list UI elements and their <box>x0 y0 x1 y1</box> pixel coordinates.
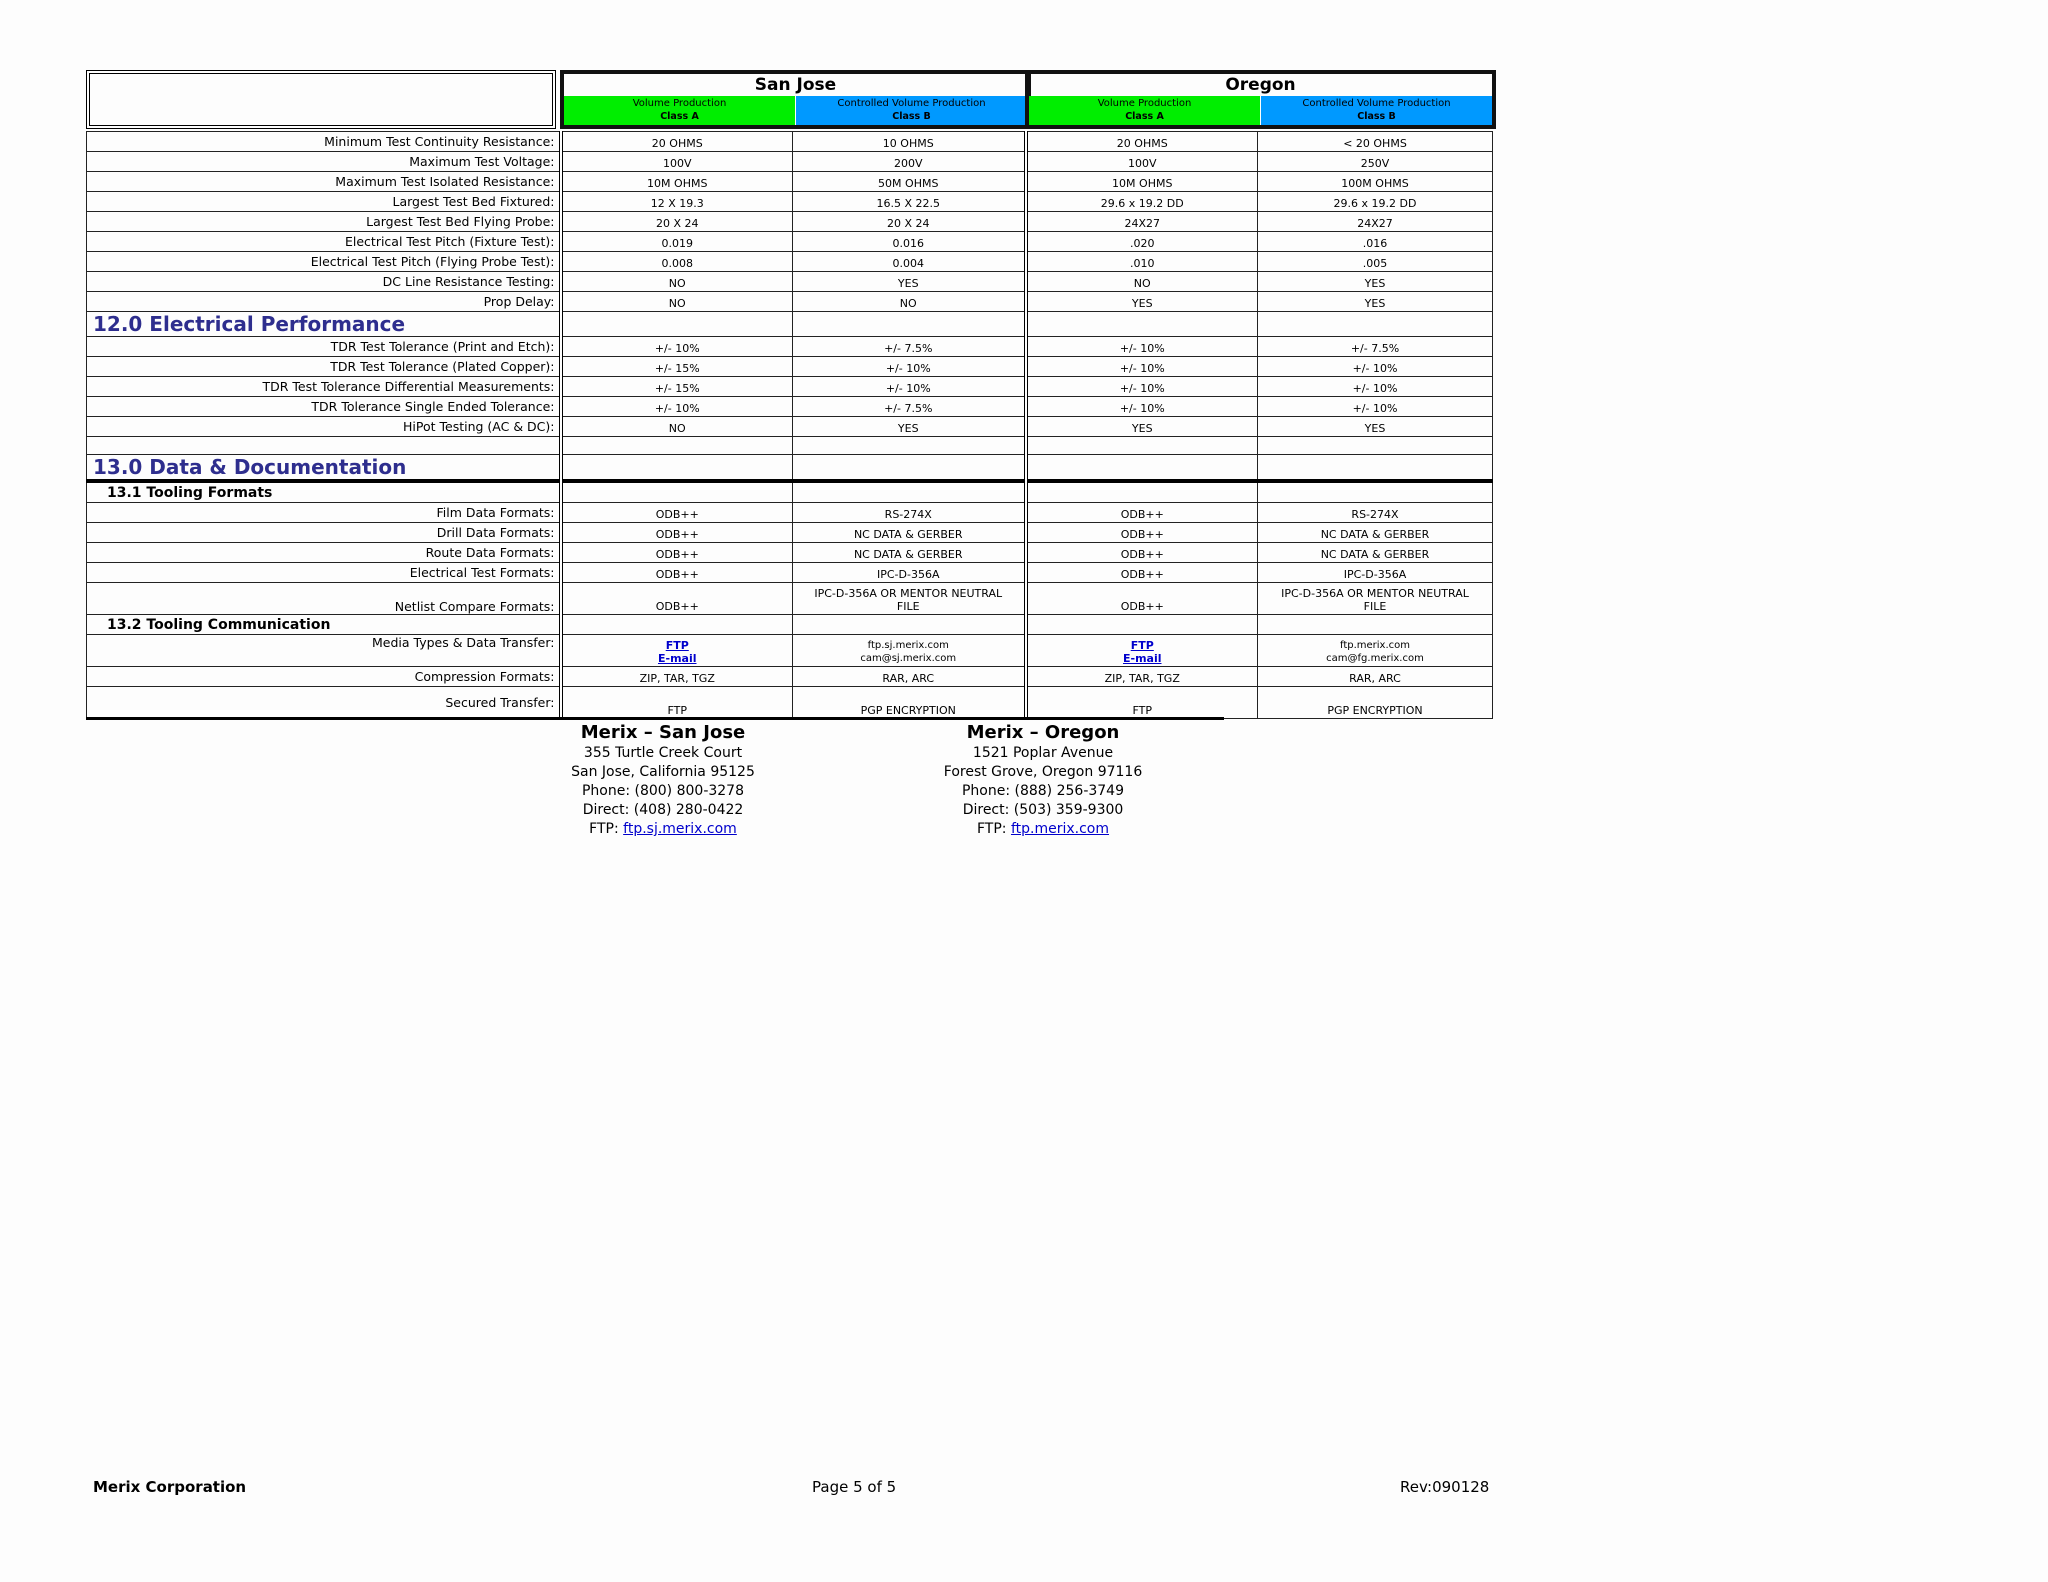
value-cell: 0.019 <box>561 232 793 252</box>
footer-rev: Rev:090128 <box>1400 1478 1490 1496</box>
row-label: Prop Delay: <box>87 292 561 312</box>
value-cell: +/- 7.5% <box>1258 337 1493 357</box>
value-cell: ftp.merix.com cam@fg.merix.com <box>1258 635 1493 667</box>
value-cell: +/- 7.5% <box>793 337 1026 357</box>
class-b-header: Controlled Volume Production Class B <box>1261 96 1492 125</box>
value-cell: +/- 10% <box>793 377 1026 397</box>
table-row <box>87 132 1493 152</box>
value-cell: YES <box>1026 292 1258 312</box>
table-row <box>87 563 1493 583</box>
table-row <box>87 212 1493 232</box>
value-cell: IPC-D-356A OR MENTOR NEUTRAL FILE <box>793 583 1026 615</box>
value-cell: .005 <box>1258 252 1493 272</box>
value-cell: 10M OHMS <box>561 172 793 192</box>
value-cell: NO <box>793 292 1026 312</box>
value-cell: 100V <box>1026 152 1258 172</box>
value-cell: YES <box>793 417 1026 437</box>
value-cell: ODB++ <box>561 543 793 563</box>
value-cell: RAR, ARC <box>793 667 1026 687</box>
table-row <box>87 667 1493 687</box>
value-cell: +/- 10% <box>793 357 1026 377</box>
value-cell: NO <box>561 417 793 437</box>
row-label: Route Data Formats: <box>87 543 561 563</box>
ftp-link[interactable]: FTP <box>665 639 689 652</box>
email-link[interactable]: E-mail <box>1122 652 1162 665</box>
value-cell: RS-274X <box>1258 503 1493 523</box>
value-cell: 20 X 24 <box>561 212 793 232</box>
table-row <box>87 337 1493 357</box>
value-cell <box>561 635 793 667</box>
value-cell: 16.5 X 22.5 <box>793 192 1026 212</box>
value-cell: 0.008 <box>561 252 793 272</box>
value-cell: .016 <box>1258 232 1493 252</box>
value-cell: NO <box>1026 272 1258 292</box>
value-cell: 20 OHMS <box>561 132 793 152</box>
value-cell: +/- 15% <box>561 357 793 377</box>
value-cell: 200V <box>793 152 1026 172</box>
footer-page: Page 5 of 5 <box>812 1478 897 1496</box>
row-label: Electrical Test Pitch (Flying Probe Test): <box>87 252 561 272</box>
value-cell: ODB++ <box>1026 583 1258 615</box>
email-link[interactable]: E-mail <box>657 652 697 665</box>
table-row <box>87 292 1493 312</box>
value-cell: PGP ENCRYPTION <box>793 687 1026 719</box>
table-row <box>87 172 1493 192</box>
site-name: San Jose <box>754 75 837 95</box>
value-cell: 24X27 <box>1026 212 1258 232</box>
value-cell: PGP ENCRYPTION <box>1258 687 1493 719</box>
table-row: Netlist Compare Formats: ODB++ IPC-D-356A OR MENTOR NEUTRAL FILE ODB++ IPC-D-356A OR MENTOR NEUTRAL FILE <box>87 583 1493 615</box>
value-cell: IPC-D-356A <box>793 563 1026 583</box>
value-cell: 10 OHMS <box>793 132 1026 152</box>
value-cell: RS-274X <box>793 503 1026 523</box>
value-cell: YES <box>1026 417 1258 437</box>
table-row <box>87 272 1493 292</box>
row-label: Largest Test Bed Fixtured: <box>87 192 561 212</box>
value-cell: NC DATA & GERBER <box>793 543 1026 563</box>
value-cell: NC DATA & GERBER <box>1258 523 1493 543</box>
value-cell: 10M OHMS <box>1026 172 1258 192</box>
value-cell: 12 X 19.3 <box>561 192 793 212</box>
value-cell: ODB++ <box>1026 523 1258 543</box>
site-name: Oregon <box>1225 75 1296 95</box>
value-cell: 29.6 x 19.2 DD <box>1258 192 1493 212</box>
row-label: Film Data Formats: <box>87 503 561 523</box>
table-row <box>87 152 1493 172</box>
row-label: TDR Test Tolerance (Print and Etch): <box>87 337 561 357</box>
value-cell: +/- 10% <box>1026 357 1258 377</box>
table-row <box>87 523 1493 543</box>
table-row <box>87 232 1493 252</box>
value-cell: +/- 7.5% <box>793 397 1026 417</box>
value-cell: ftp.sj.merix.com cam@sj.merix.com <box>793 635 1026 667</box>
table-row <box>87 397 1493 417</box>
class-a-header: Volume Production Class A <box>564 96 795 125</box>
footer-company: Merix Corporation <box>93 1478 247 1496</box>
value-cell: ZIP, TAR, TGZ <box>561 667 793 687</box>
row-label: Electrical Test Pitch (Fixture Test): <box>87 232 561 252</box>
capabilities-table <box>86 131 1493 719</box>
row-label: TDR Tolerance Single Ended Tolerance: <box>87 397 561 417</box>
table-row <box>87 417 1493 437</box>
site-oregon <box>1025 70 1496 129</box>
value-cell: RAR, ARC <box>1258 667 1493 687</box>
value-cell: 100V <box>561 152 793 172</box>
ftp-link[interactable]: FTP <box>1130 639 1154 652</box>
value-cell: +/- 10% <box>1258 357 1493 377</box>
row-label: Secured Transfer: <box>87 687 561 719</box>
value-cell: YES <box>1258 272 1493 292</box>
row-label: Maximum Test Isolated Resistance: <box>87 172 561 192</box>
value-cell: .020 <box>1026 232 1258 252</box>
table-row <box>87 252 1493 272</box>
value-cell: FTP <box>1026 687 1258 719</box>
value-cell: YES <box>1258 292 1493 312</box>
value-cell: .010 <box>1026 252 1258 272</box>
value-cell: 0.004 <box>793 252 1026 272</box>
value-cell: 29.6 x 19.2 DD <box>1026 192 1258 212</box>
row-label: DC Line Resistance Testing: <box>87 272 561 292</box>
value-cell: YES <box>1258 417 1493 437</box>
value-cell: ODB++ <box>561 503 793 523</box>
value-cell: NO <box>561 292 793 312</box>
value-cell: ODB++ <box>561 583 793 615</box>
value-cell: IPC-D-356A OR MENTOR NEUTRAL FILE <box>1258 583 1493 615</box>
value-cell: +/- 10% <box>1258 377 1493 397</box>
subsection-heading-131: 13.1 Tooling Formats <box>87 481 1493 503</box>
value-cell: ZIP, TAR, TGZ <box>1026 667 1258 687</box>
table-row <box>87 543 1493 563</box>
table-row <box>87 192 1493 212</box>
table-row <box>87 687 1493 719</box>
value-cell: 20 OHMS <box>1026 132 1258 152</box>
table-row: Media Types & Data Transfer: FTP E-mail ftp.sj.merix.com cam@sj.merix.com FTP E-mail ftp.merix.com cam@fg.merix.com <box>87 635 1493 667</box>
ftp-link[interactable]: ftp.merix.com <box>1010 821 1110 837</box>
row-label: Largest Test Bed Flying Probe: <box>87 212 561 232</box>
ftp-link[interactable]: ftp.sj.merix.com <box>623 821 737 837</box>
value-cell: ODB++ <box>561 523 793 543</box>
section-heading-13: 13.0 Data & Documentation <box>87 455 1493 482</box>
row-label: HiPot Testing (AC & DC): <box>87 417 561 437</box>
section-heading-12: 12.0 Electrical Performance <box>87 312 1493 337</box>
row-label: Drill Data Formats: <box>87 523 561 543</box>
blank-row <box>87 437 1493 455</box>
value-cell: ODB++ <box>1026 503 1258 523</box>
value-cell: +/- 10% <box>1026 377 1258 397</box>
value-cell: ODB++ <box>1026 563 1258 583</box>
value-cell: +/- 10% <box>561 397 793 417</box>
value-cell: +/- 10% <box>561 337 793 357</box>
table-bottom-rule <box>86 717 1224 720</box>
value-cell: YES <box>793 272 1026 292</box>
value-cell: ODB++ <box>561 563 793 583</box>
row-label: Compression Formats: <box>87 667 561 687</box>
value-cell: < 20 OHMS <box>1258 132 1493 152</box>
table-row <box>87 503 1493 523</box>
value-cell: +/- 10% <box>1026 337 1258 357</box>
value-cell: FTP <box>561 687 793 719</box>
row-label: Minimum Test Continuity Resistance: <box>87 132 561 152</box>
value-cell: NC DATA & GERBER <box>793 523 1026 543</box>
value-cell: ODB++ <box>1026 543 1258 563</box>
header-blank-cell <box>86 70 556 129</box>
value-cell: IPC-D-356A <box>1258 563 1493 583</box>
value-cell: +/- 10% <box>1258 397 1493 417</box>
subsection-heading-132: 13.2 Tooling Communication <box>87 615 1493 635</box>
value-cell: 24X27 <box>1258 212 1493 232</box>
class-a-header: Volume Production Class A <box>1029 96 1260 125</box>
address-oregon: Merix – Oregon 1521 Poplar Avenue Forest Grove, Oregon 97116 Phone: (888) 256-3749 Direct: (503) 359-9300 FTP: ftp.merix.com <box>943 722 1143 837</box>
value-cell: 50M OHMS <box>793 172 1026 192</box>
row-label: Maximum Test Voltage: <box>87 152 561 172</box>
address-san-jose: Merix – San Jose 355 Turtle Creek Court San Jose, California 95125 Phone: (800) 800-3278 Direct: (408) 280-0422 FTP: ftp.sj.merix.com <box>571 722 755 837</box>
value-cell: +/- 15% <box>561 377 793 397</box>
value-cell: 0.016 <box>793 232 1026 252</box>
row-label: Electrical Test Formats: <box>87 563 561 583</box>
value-cell: NC DATA & GERBER <box>1258 543 1493 563</box>
site-header <box>86 70 1492 131</box>
value-cell: +/- 10% <box>1026 397 1258 417</box>
row-label: TDR Test Tolerance (Plated Copper): <box>87 357 561 377</box>
table-row <box>87 357 1493 377</box>
table-row <box>87 377 1493 397</box>
value-cell <box>1026 635 1258 667</box>
class-b-header: Controlled Volume Production Class B <box>796 96 1027 125</box>
value-cell: 20 X 24 <box>793 212 1026 232</box>
site-san-jose <box>560 70 1031 129</box>
row-label: TDR Test Tolerance Differential Measurements: <box>87 377 561 397</box>
value-cell: 100M OHMS <box>1258 172 1493 192</box>
value-cell: NO <box>561 272 793 292</box>
value-cell: 250V <box>1258 152 1493 172</box>
